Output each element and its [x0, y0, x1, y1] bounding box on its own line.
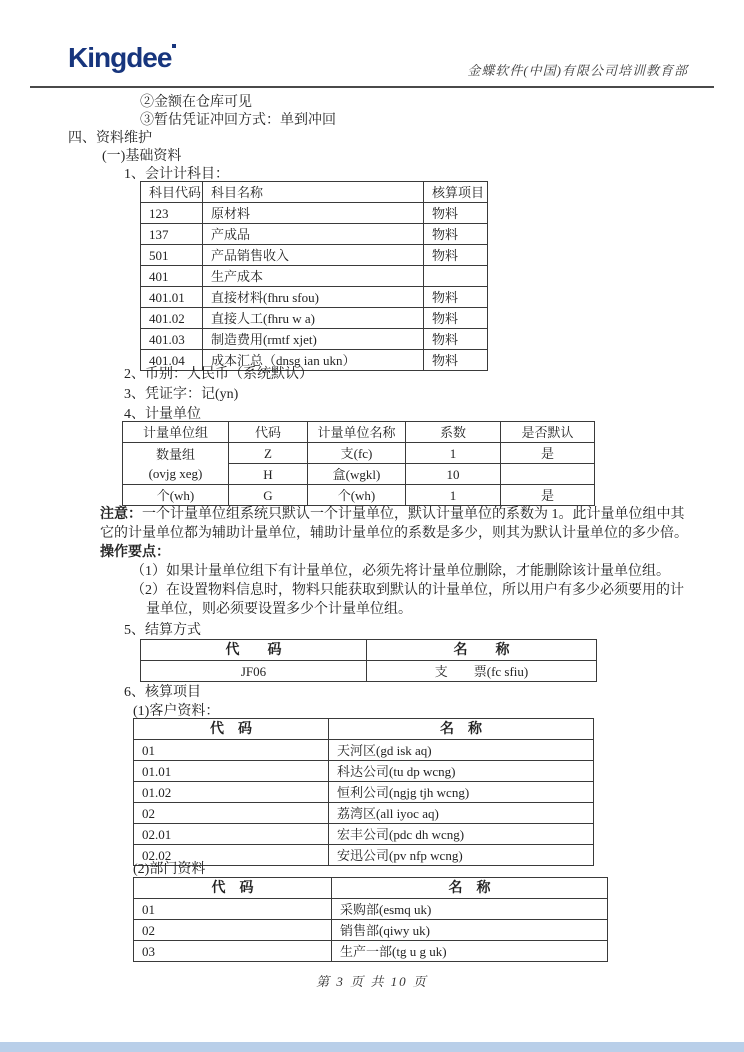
unit-coef: 1	[406, 485, 501, 506]
settlement-code: JF06	[141, 661, 367, 682]
note-line-1	[100, 506, 685, 524]
account-name: 原材料	[203, 203, 424, 224]
intro-line-1: ②金额在仓库可见	[140, 95, 252, 110]
customer-name: 安迅公司(pv nfp wcng)	[329, 845, 594, 866]
unit-code: G	[229, 485, 308, 506]
account-item: 物料	[424, 245, 488, 266]
account-name: 成本汇总（dnsg ian ukn）	[203, 350, 424, 371]
table-row	[123, 485, 595, 506]
settlement-header-code: 代 码	[141, 640, 367, 661]
note-label: 注意：	[100, 507, 142, 522]
customer-code: 01.01	[134, 761, 329, 782]
customer-name: 宏丰公司(pdc dh wcng)	[329, 824, 594, 845]
customer-code: 01.02	[134, 782, 329, 803]
account-item: 物料	[424, 329, 488, 350]
bottom-accent-bar	[0, 1042, 744, 1052]
customer-name: 恒利公司(ngjg tjh wcng)	[329, 782, 594, 803]
account-item: 物料	[424, 203, 488, 224]
account-code: 401.01	[141, 287, 203, 308]
unit-group-code: (ovjg xeg)	[148, 465, 203, 481]
table-row	[134, 878, 608, 899]
account-name: 直接材料(fhru sfou)	[203, 287, 424, 308]
table-row	[134, 899, 608, 920]
customer-code: 01	[134, 740, 329, 761]
account-item: 物料	[424, 308, 488, 329]
item-1-title: 1、会计计科目：	[124, 167, 229, 182]
item-6-2-title: (2)部门资料	[133, 862, 206, 877]
point-2-line-2: 量单位，则必须要设置多少个计量单位组。	[146, 602, 412, 617]
customer-header-code: 代 码	[134, 719, 329, 740]
customer-name: 科达公司(tu dp wcng)	[329, 761, 594, 782]
customer-code: 02.02	[134, 845, 329, 866]
department-name: 生产一部(tg u g uk)	[332, 941, 608, 962]
table-row	[123, 422, 595, 443]
table-row	[141, 308, 488, 329]
account-code: 401	[141, 266, 203, 287]
note-line-2: 它的计量单位都为辅助计量单位，辅助计量单位的系数是多少，则其为默认计量单位的多少倍。	[100, 526, 688, 541]
account-code: 501	[141, 245, 203, 266]
kingdee-logo	[68, 42, 176, 74]
department-name: 采购部(esmq uk)	[332, 899, 608, 920]
table-row	[134, 719, 594, 740]
point-1-text: （1）如果计量单位组下有计量单位，必须先将计量单位删除，才能删除该计量单位组。	[131, 564, 670, 579]
unit-name: 盒(wgkl)	[308, 464, 406, 485]
table-row	[123, 443, 595, 464]
account-code: 401.03	[141, 329, 203, 350]
item-6-1-title: (1)客户资料：	[133, 704, 220, 719]
intro-line-2: ③暂估凭证冲回方式：单到冲回	[140, 113, 336, 128]
account-item: 物料	[424, 224, 488, 245]
table-row	[134, 782, 594, 803]
accounts-header-item: 核算项目	[424, 182, 488, 203]
account-item: 物料	[424, 350, 488, 371]
unit-header-group: 计量单位组	[123, 422, 229, 443]
department-header-name: 名 称	[332, 878, 608, 899]
unit-code: H	[229, 464, 308, 485]
customer-code: 02	[134, 803, 329, 824]
account-name: 直接人工(fhru w a)	[203, 308, 424, 329]
unit-coef: 10	[406, 464, 501, 485]
accounts-header-code: 科目代码	[141, 182, 203, 203]
account-item: 物料	[424, 287, 488, 308]
department-name: 销售部(qiwy uk)	[332, 920, 608, 941]
unit-group-cell	[123, 443, 229, 485]
unit-default: 是	[501, 485, 595, 506]
settlement-table	[140, 639, 597, 682]
unit-name: 支(fc)	[308, 443, 406, 464]
customer-name: 天河区(gd isk aq)	[329, 740, 594, 761]
item-6-title: 6、核算项目	[124, 685, 201, 700]
table-row	[141, 224, 488, 245]
account-code: 137	[141, 224, 203, 245]
settlement-header-name: 名 称	[367, 640, 597, 661]
unit-code: Z	[229, 443, 308, 464]
account-code: 401.04	[141, 350, 203, 371]
customer-code: 02.01	[134, 824, 329, 845]
account-code: 123	[141, 203, 203, 224]
table-row	[134, 761, 594, 782]
table-row	[141, 182, 488, 203]
account-name: 生产成本	[203, 266, 424, 287]
table-row	[141, 266, 488, 287]
unit-group-name: 数量组	[155, 446, 195, 462]
table-row	[141, 640, 597, 661]
account-name: 制造费用(rmtf xjet)	[203, 329, 424, 350]
unit-coef: 1	[406, 443, 501, 464]
table-row	[141, 329, 488, 350]
table-row	[141, 287, 488, 308]
unit-table	[122, 421, 595, 506]
unit-default: 是	[501, 443, 595, 464]
account-name: 产成品	[203, 224, 424, 245]
section-4-title: 四、资料维护	[68, 131, 152, 146]
account-code: 401.02	[141, 308, 203, 329]
customer-table	[133, 718, 594, 866]
table-row	[141, 203, 488, 224]
table-row	[134, 920, 608, 941]
table-row	[141, 661, 597, 682]
item-5-title: 5、结算方式	[124, 623, 201, 638]
unit-default	[501, 464, 595, 485]
note-text-1: 一个计量单位组系统只默认一个计量单位，默认计量单位的系数为 1。此计量单位组中其	[142, 507, 685, 522]
department-table	[133, 877, 608, 962]
accounts-header-name: 科目名称	[203, 182, 424, 203]
unit-header-default: 是否默认	[501, 422, 595, 443]
account-item	[424, 266, 488, 287]
table-row	[134, 824, 594, 845]
settlement-name: 支 票(fc sfiu)	[367, 661, 597, 682]
point-2-line-1: （2）在设置物料信息时，物料只能获取到默认的计量单位，所以用户有多少必须要用的计	[131, 583, 684, 598]
unit-header-name: 计量单位名称	[308, 422, 406, 443]
accounts-table	[140, 181, 488, 371]
department-code: 02	[134, 920, 332, 941]
department-code: 01	[134, 899, 332, 920]
section-4-1-title: (一)基础资料	[102, 149, 182, 164]
department-header-code: 代 码	[134, 878, 332, 899]
unit-group-cell: 个(wh)	[123, 485, 229, 506]
account-name: 产品销售收入	[203, 245, 424, 266]
table-row	[134, 803, 594, 824]
unit-name: 个(wh)	[308, 485, 406, 506]
kingdee-logo-text: Kingdee	[68, 42, 172, 73]
unit-header-code: 代码	[229, 422, 308, 443]
unit-header-coef: 系数	[406, 422, 501, 443]
item-2-text: 2、币别：人民币（系统默认）	[124, 367, 313, 382]
customer-header-name: 名 称	[329, 719, 594, 740]
customer-name: 荔湾区(all iyoc aq)	[329, 803, 594, 824]
header-rule	[30, 86, 714, 88]
item-3-text: 3、凭证字：记(yn)	[124, 387, 239, 402]
table-row	[141, 245, 488, 266]
points-label: 操作要点：	[100, 545, 170, 560]
page-number: 第 3 页 共 10 页	[316, 974, 428, 989]
item-4-title: 4、计量单位	[124, 407, 201, 422]
table-row	[134, 941, 608, 962]
table-row	[134, 740, 594, 761]
logo-trademark-dot	[172, 44, 176, 48]
department-code: 03	[134, 941, 332, 962]
header-org-text: 金蝶软件(中国)有限公司培训教育部	[467, 63, 688, 78]
